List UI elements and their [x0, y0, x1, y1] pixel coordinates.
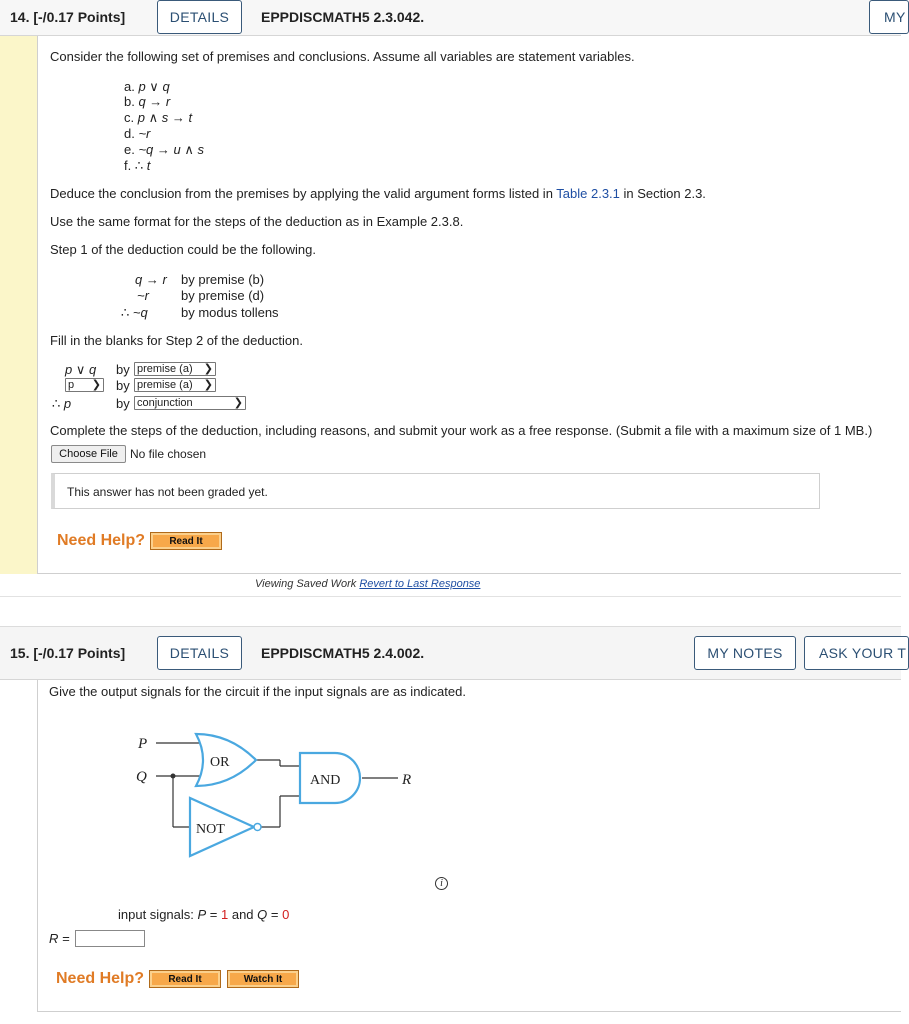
input-p-label: P — [138, 736, 148, 752]
logic-circuit-diagram — [130, 728, 430, 868]
step2-by-2: by — [116, 378, 130, 393]
grade-status-box — [51, 473, 820, 509]
read-it-button-14[interactable]: Read It — [150, 532, 222, 550]
step2-reason-select-1[interactable]: premise (a) ❯ — [134, 362, 216, 376]
step1-reason: by modus tollens — [181, 305, 279, 320]
format-instruction: Use the same format for the steps of the deduction as in Example 2.3.8. — [50, 214, 464, 229]
chevron-down-icon: ❯ — [233, 397, 243, 409]
my-notes-button-14[interactable]: MY — [869, 0, 909, 34]
deduce-instruction: Deduce the conclusion from the premises by applying the valid argument forms listed in Table 2.3.1 in Section 2.3. — [50, 186, 706, 201]
premise-item: b. q → r — [124, 94, 171, 109]
read-it-button-15[interactable]: Read It — [149, 970, 221, 988]
details-button-14[interactable]: DETAILS — [157, 0, 242, 34]
revert-link[interactable]: Revert to Last Response — [359, 578, 481, 590]
question-15-points: 15. [-/0.17 Points] — [10, 645, 126, 661]
step2-reason-select-2[interactable]: premise (a) ❯ — [134, 378, 216, 392]
step2-expr-1: p ∨ q — [65, 362, 97, 377]
step1-expr: q → r — [135, 272, 167, 287]
step2-expr-select-2[interactable]: p ❯ — [65, 378, 104, 392]
premise-item: d. ~r — [124, 126, 151, 141]
not-gate-label: NOT — [196, 822, 225, 837]
details-button-15[interactable]: DETAILS — [157, 636, 242, 670]
divider — [0, 596, 901, 597]
watch-it-button-15[interactable]: Watch It — [227, 970, 299, 988]
premise-item: f. ∴ t — [124, 158, 151, 173]
table-link[interactable]: Table 2.3.1 — [556, 186, 620, 201]
chevron-down-icon: ❯ — [203, 363, 213, 375]
premise-item: e. ~q → u ∧ s — [124, 142, 204, 157]
input-q-label: Q — [136, 769, 147, 785]
question-15-code: EPPDISCMATH5 2.4.002. — [261, 645, 425, 661]
chevron-down-icon: ❯ — [91, 379, 101, 391]
ask-teacher-button-15[interactable]: ASK YOUR T — [804, 636, 909, 670]
step2-by-3: by — [116, 396, 130, 411]
need-help-label-15: Need Help? — [56, 970, 145, 987]
question-15-intro: Give the output signals for the circuit if the input signals are as indicated. — [49, 684, 466, 699]
fill-intro: Fill in the blanks for Step 2 of the deduction. — [50, 333, 303, 348]
complete-instruction: Complete the steps of the deduction, including reasons, and submit your work as a free response. (Submit a file with a maximum size of 1 MB.) — [50, 423, 873, 438]
step1-intro: Step 1 of the deduction could be the following. — [50, 242, 316, 257]
my-notes-button-15[interactable]: MY NOTES — [694, 636, 796, 670]
viewing-saved-work: Viewing Saved Work Revert to Last Response — [255, 578, 481, 590]
step2-expr-3: ∴ p — [52, 396, 72, 411]
question-14-points: 14. [-/0.17 Points] — [10, 9, 126, 25]
premise-item: a. p ∨ q — [124, 79, 170, 94]
p-value: 1 — [221, 907, 229, 922]
r-label: R = — [49, 931, 70, 946]
and-gate-label: AND — [310, 773, 341, 788]
step2-reason-select-3[interactable]: conjunction ❯ — [134, 396, 246, 410]
question-15-header — [0, 626, 907, 680]
step1-reason: by premise (b) — [181, 272, 265, 287]
r-answer-input[interactable] — [75, 930, 145, 947]
step2-by-1: by — [116, 362, 130, 377]
step1-expr: ~r — [137, 288, 149, 303]
question-14-header — [0, 0, 906, 36]
premise-item: c. p ∧ s → t — [124, 110, 193, 125]
input-signals: input signals: P = 1 and Q = 0 — [118, 907, 290, 922]
q-value: 0 — [282, 907, 290, 922]
step1-reason: by premise (d) — [181, 288, 265, 303]
choose-file-button[interactable]: Choose File — [51, 445, 126, 463]
no-file-text: No file chosen — [130, 447, 207, 461]
need-help-label-14: Need Help? — [57, 532, 146, 549]
not-bubble — [254, 824, 261, 831]
step1-expr: ∴ ~q — [121, 305, 148, 320]
info-icon[interactable]: i — [435, 877, 448, 890]
chevron-down-icon: ❯ — [203, 379, 213, 391]
question-14-code: EPPDISCMATH5 2.3.042. — [261, 9, 425, 25]
grade-status-text: This answer has not been graded yet. — [67, 485, 268, 499]
question-14-intro: Consider the following set of premises and conclusions. Assume all variables are statement variables. — [50, 49, 635, 64]
or-gate-label: OR — [210, 755, 230, 770]
output-r-label: R — [402, 772, 412, 788]
